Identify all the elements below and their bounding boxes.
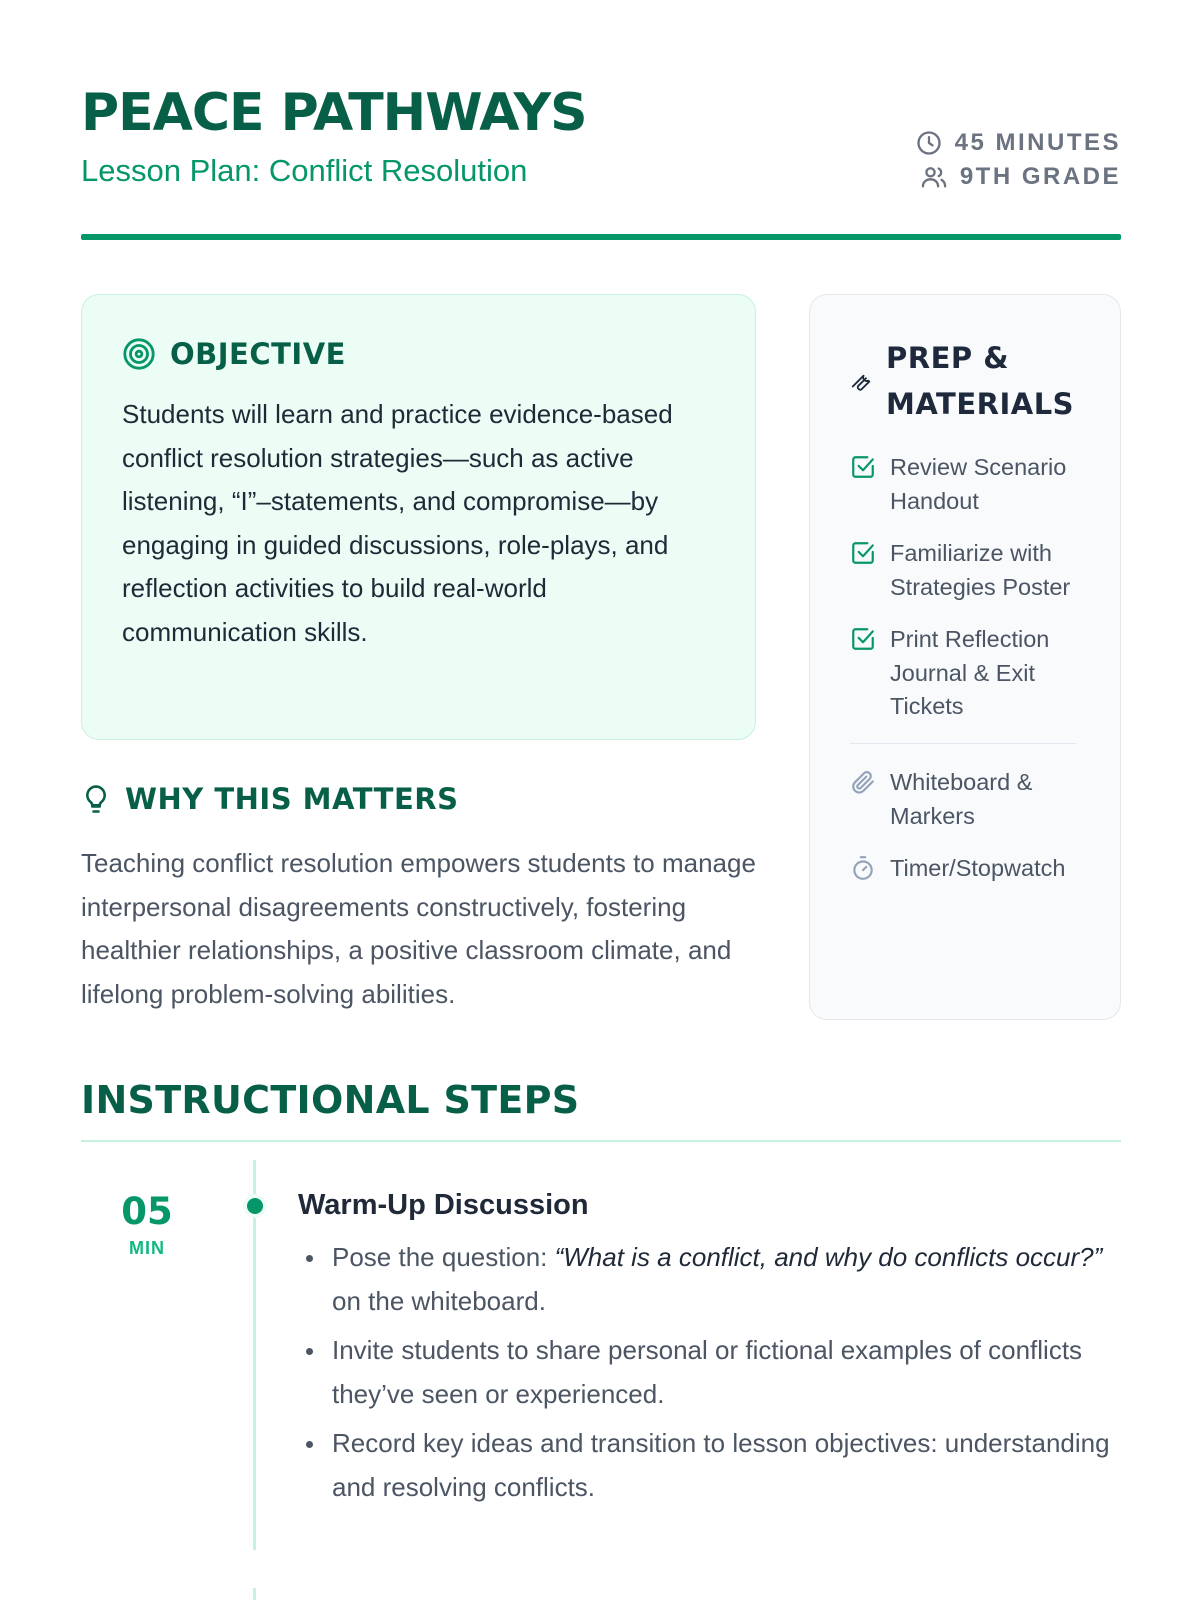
material-item [850, 852, 1080, 886]
why-heading [81, 782, 761, 816]
why-title: WHY THIS MATTERS [125, 782, 459, 816]
lesson-meta [915, 126, 1121, 194]
objective-text: Students will learn and practice evidence-based conflict resolution strategies—such as active listening, “I”–statements, and compromise—by engaging in guided discussions, role-plays, and reflection activities to build real-world communication skills. [122, 399, 673, 647]
steps-divider [81, 1140, 1121, 1142]
step-bullets [298, 1236, 1121, 1509]
prep-title: PREP & MATERIALS [886, 341, 1075, 421]
bullet-text: Pose the question: [332, 1242, 555, 1272]
checklist-label: Review Scenario Handout [890, 454, 1067, 514]
material-item [850, 766, 1080, 833]
steps-heading: INSTRUCTIONAL STEPS [81, 1078, 580, 1122]
users-icon [920, 163, 948, 191]
duration-row [915, 126, 1121, 160]
why-text: Teaching conflict resolution empowers students to manage interpersonal disagreements constructively, fostering healthier relationships, a positive classroom climate, and lifelong problem-solving abilities. [81, 848, 756, 1009]
step-duration [81, 1190, 213, 1259]
bullet-text: on the whiteboard. [332, 1285, 546, 1316]
objective-card [81, 294, 756, 740]
page-subtitle: Lesson Plan: Conflict Resolution [81, 153, 528, 188]
grade-label: 9TH GRADE [959, 163, 1121, 190]
lesson-plan-page [81, 0, 1121, 1600]
step-bullet: Invite students to share personal or fictional examples of conflicts they’ve seen or experienced. [298, 1329, 1121, 1416]
timeline-dot [247, 1198, 263, 1214]
header-divider [81, 234, 1121, 240]
bullet-quote: “What is a conflict, and why do conflicts occur?” [554, 1242, 1103, 1272]
grade-row [915, 160, 1121, 194]
material-label: Whiteboard & Markers [890, 769, 1033, 829]
step-bullet: Record key ideas and transition to lesson objectives: understanding and resolving conflicts. [298, 1422, 1121, 1509]
paperclip-icon [850, 769, 876, 795]
prep-divider [850, 743, 1076, 745]
checklist-label: Print Reflection Journal & Exit Tickets [890, 626, 1050, 719]
material-label: Timer/Stopwatch [890, 855, 1066, 881]
step-bullet [298, 1236, 1121, 1323]
checkbox-checked-icon [850, 454, 876, 480]
step-unit: MIN [129, 1238, 165, 1258]
wrench-icon [850, 370, 872, 392]
prep-checklist [850, 451, 1080, 886]
step-title: Warm-Up Discussion [298, 1189, 589, 1221]
step-minutes: 05 [121, 1190, 173, 1233]
prep-card [809, 294, 1121, 1020]
header [81, 82, 1121, 240]
checkbox-checked-icon [850, 626, 876, 652]
checklist-label: Familiarize with Strategies Poster [890, 540, 1071, 600]
checklist-item [850, 451, 1080, 518]
page-title: PEACE PATHWAYS [81, 83, 587, 143]
why-section [81, 782, 761, 1016]
checklist-item [850, 623, 1080, 724]
lightbulb-icon [81, 784, 111, 814]
duration-label: 45 MINUTES [954, 129, 1121, 156]
step-content [298, 1186, 1121, 1515]
timeline-line [253, 1588, 256, 1600]
objective-heading [122, 337, 715, 371]
objective-title: OBJECTIVE [170, 337, 346, 371]
checklist-item [850, 537, 1080, 604]
clock-icon [915, 129, 943, 157]
stopwatch-icon [850, 855, 876, 881]
checkbox-checked-icon [850, 540, 876, 566]
timeline-line [253, 1160, 256, 1550]
prep-heading [850, 335, 1080, 427]
target-icon [122, 337, 156, 371]
